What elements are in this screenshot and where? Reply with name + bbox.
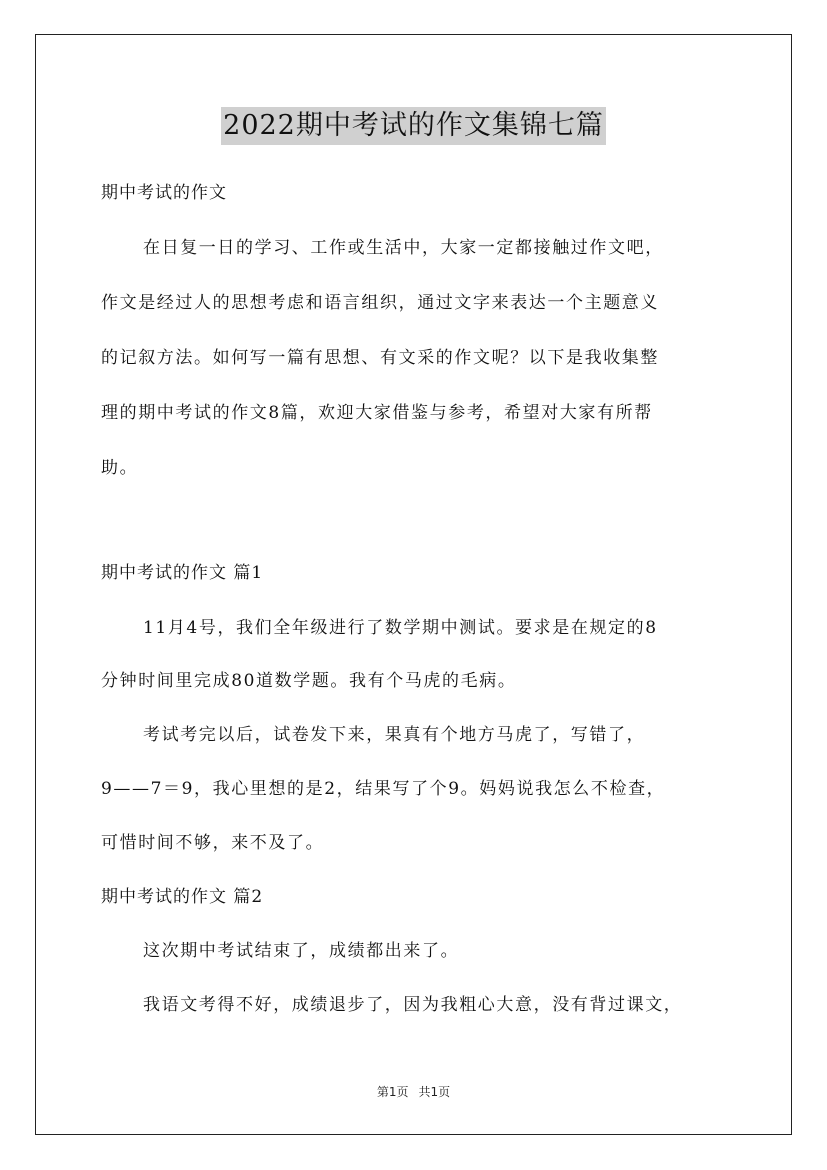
page-number: 第1页: [376, 1085, 409, 1099]
intro-paragraph-line: 在日复一日的学习、工作或生活中，大家一定都接触过作文吧，: [143, 238, 664, 258]
essay1-paragraph-line: 可惜时间不够，来不及了。: [101, 833, 325, 853]
document-title-text: 2022期中考试的作文集锦七篇: [221, 107, 606, 145]
essay1-paragraph-line: 考试考完以后，试卷发下来，果真有个地方马虎了，写错了，: [143, 725, 646, 745]
intro-paragraph-line: 作文是经过人的思想考虑和语言组织，通过文字来表达一个主题意义: [101, 293, 659, 313]
intro-heading: 期中考试的作文: [101, 183, 227, 203]
essay2-paragraph-line: 这次期中考试结束了，成绩都出来了。: [143, 941, 460, 961]
intro-paragraph-line: 助。: [101, 458, 139, 478]
essay2-paragraph-line: 我语文考得不好，成绩退步了，因为我粗心大意，没有背过课文，: [143, 995, 683, 1015]
document-title: [0, 104, 827, 145]
essay1-heading: 期中考试的作文 篇1: [101, 563, 264, 583]
essay1-paragraph-line: 分钟时间里完成80道数学题。我有个马虎的毛病。: [101, 671, 517, 691]
essay1-paragraph-line: 11月4号，我们全年级进行了数学期中测试。要求是在规定的8: [143, 618, 658, 638]
page-total: 共1页: [418, 1085, 451, 1099]
intro-paragraph-line: 理的期中考试的作文8篇，欢迎大家借鉴与参考，希望对大家有所帮: [101, 403, 653, 423]
essay2-heading: 期中考试的作文 篇2: [101, 887, 264, 907]
essay1-paragraph-line: 9——7＝9，我心里想的是2，结果写了个9。妈妈说我怎么不检查，: [101, 779, 666, 799]
page-footer: [0, 1084, 827, 1100]
intro-paragraph-line: 的记叙方法。如何写一篇有思想、有文采的作文呢？以下是我收集整: [101, 348, 659, 368]
